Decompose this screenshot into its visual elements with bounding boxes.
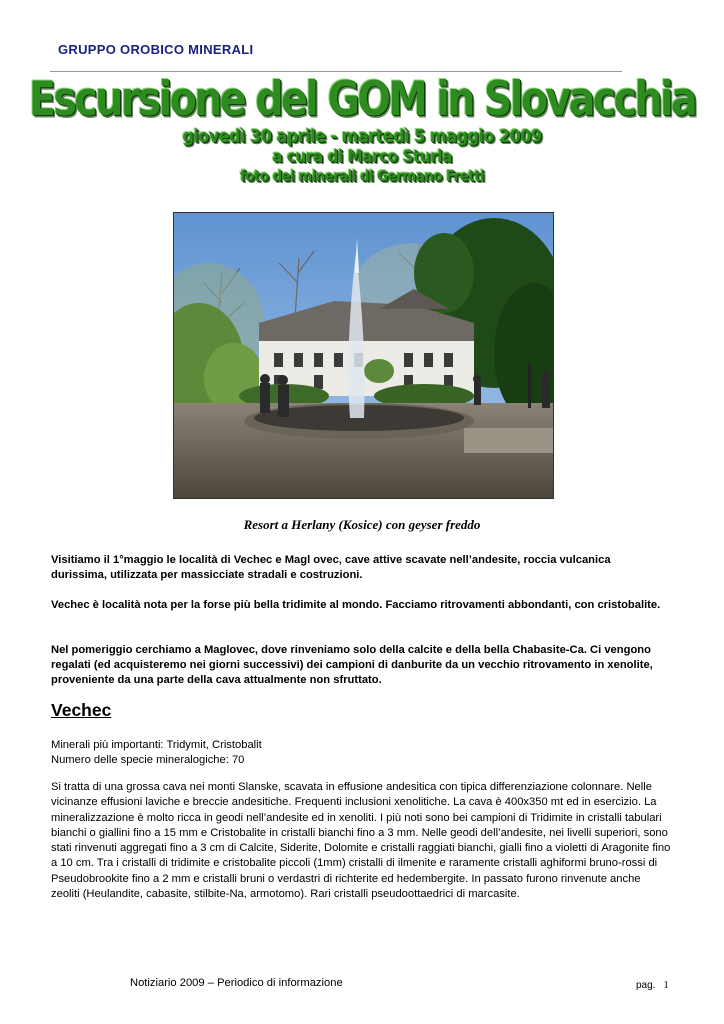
page-number bbox=[636, 980, 669, 991]
minerals-info bbox=[51, 738, 262, 768]
paragraph-visit: Visitiamo il 1°maggio le località di Vechec e Magl ovec, cave attive scavate nell’andesite, roccia vulcanica durissima, utilizzata per massicciate stradali e costruzioni. bbox=[51, 554, 611, 581]
photo-credit-line: foto dei minerali di Germano Fretti bbox=[239, 167, 485, 185]
curator-line: a cura di Marco Sturla bbox=[272, 147, 452, 167]
page-label: pag. bbox=[636, 980, 656, 991]
footer-publication: Notiziario 2009 – Periodico di informazione bbox=[130, 977, 343, 989]
species-count-line: Numero delle specie mineralogiche: 70 bbox=[51, 754, 245, 766]
organization-header: GRUPPO OROBICO MINERALI bbox=[58, 42, 254, 57]
main-minerals-line: Minerali più importanti: Tridymit, Cristobalit bbox=[51, 739, 262, 751]
paragraph-maglovec: Nel pomeriggio cerchiamo a Maglovec, dove rinveniamo solo della calcite e della bella Chabasite-Ca. Ci vengono regalati (ed acquisteremo nei giorni successivi) dei campioni di danburite da un vecchio ritrovamento in xenolite, proveniente da una parte della cava attualmente non sfruttato. bbox=[51, 644, 653, 686]
section-title-vechec: Vechec bbox=[51, 700, 112, 720]
trip-dates: giovedì 30 aprile - martedì 5 maggio 2009 bbox=[182, 126, 542, 147]
photo-caption: Resort a Herlany (Kosice) con geyser freddo bbox=[243, 517, 481, 532]
title-block bbox=[0, 71, 724, 185]
main-title: Escursione del GOM in Slovacchia bbox=[28, 71, 696, 127]
resort-photo bbox=[173, 212, 554, 499]
vechec-description: Si tratta di una grossa cava nei monti Slanske, scavata in effusione andesitica con tipica differenziazione colonnare. Nelle vicinanze effusioni laviche e breccie andesitiche. Frequenti inclusioni xenolitiche. La cava è 400x350 mt ed in esercizio. La mineralizzazione è molto ricca in geodi nell’andesite ed in xenoliti. I più noti sono bei campioni di Tridimite in cristalli tabulari bianchi o giallini fino a 15 mm e Cristobalite in cristalli bianchi fino a 3 mm. Nelle geodi dell’andesite, nei livelli superiori, sono stati rinvenuti aggregati fino a 3 cm di Calcite, Siderite, Dolomite e cristalli raggiati bianchi, gialli fino a violetti di Aragonite fino a 10 cm. Tra i cristalli di tridimite e cristobalite piccoli (1mm) cristalli di ilmenite e raramente cristalli aghiformi bruno-rossi di Pseudobrookite fino a 2 mm e cristalli bruni o verdastri di richterite ed hedembergite. In passato furono rinvenute anche zeoliti (Heulandite, cabasite, stilbite-Na, armotomo). Rari cristalli pseudoottaedrici di marcasite. bbox=[51, 781, 671, 901]
paragraph-vechec: Vechec è località nota per la forse più bella tridimite al mondo. Facciamo ritrovamenti abbondanti, con cristobalite. bbox=[51, 599, 661, 611]
page-number-value: 1 bbox=[663, 980, 669, 991]
